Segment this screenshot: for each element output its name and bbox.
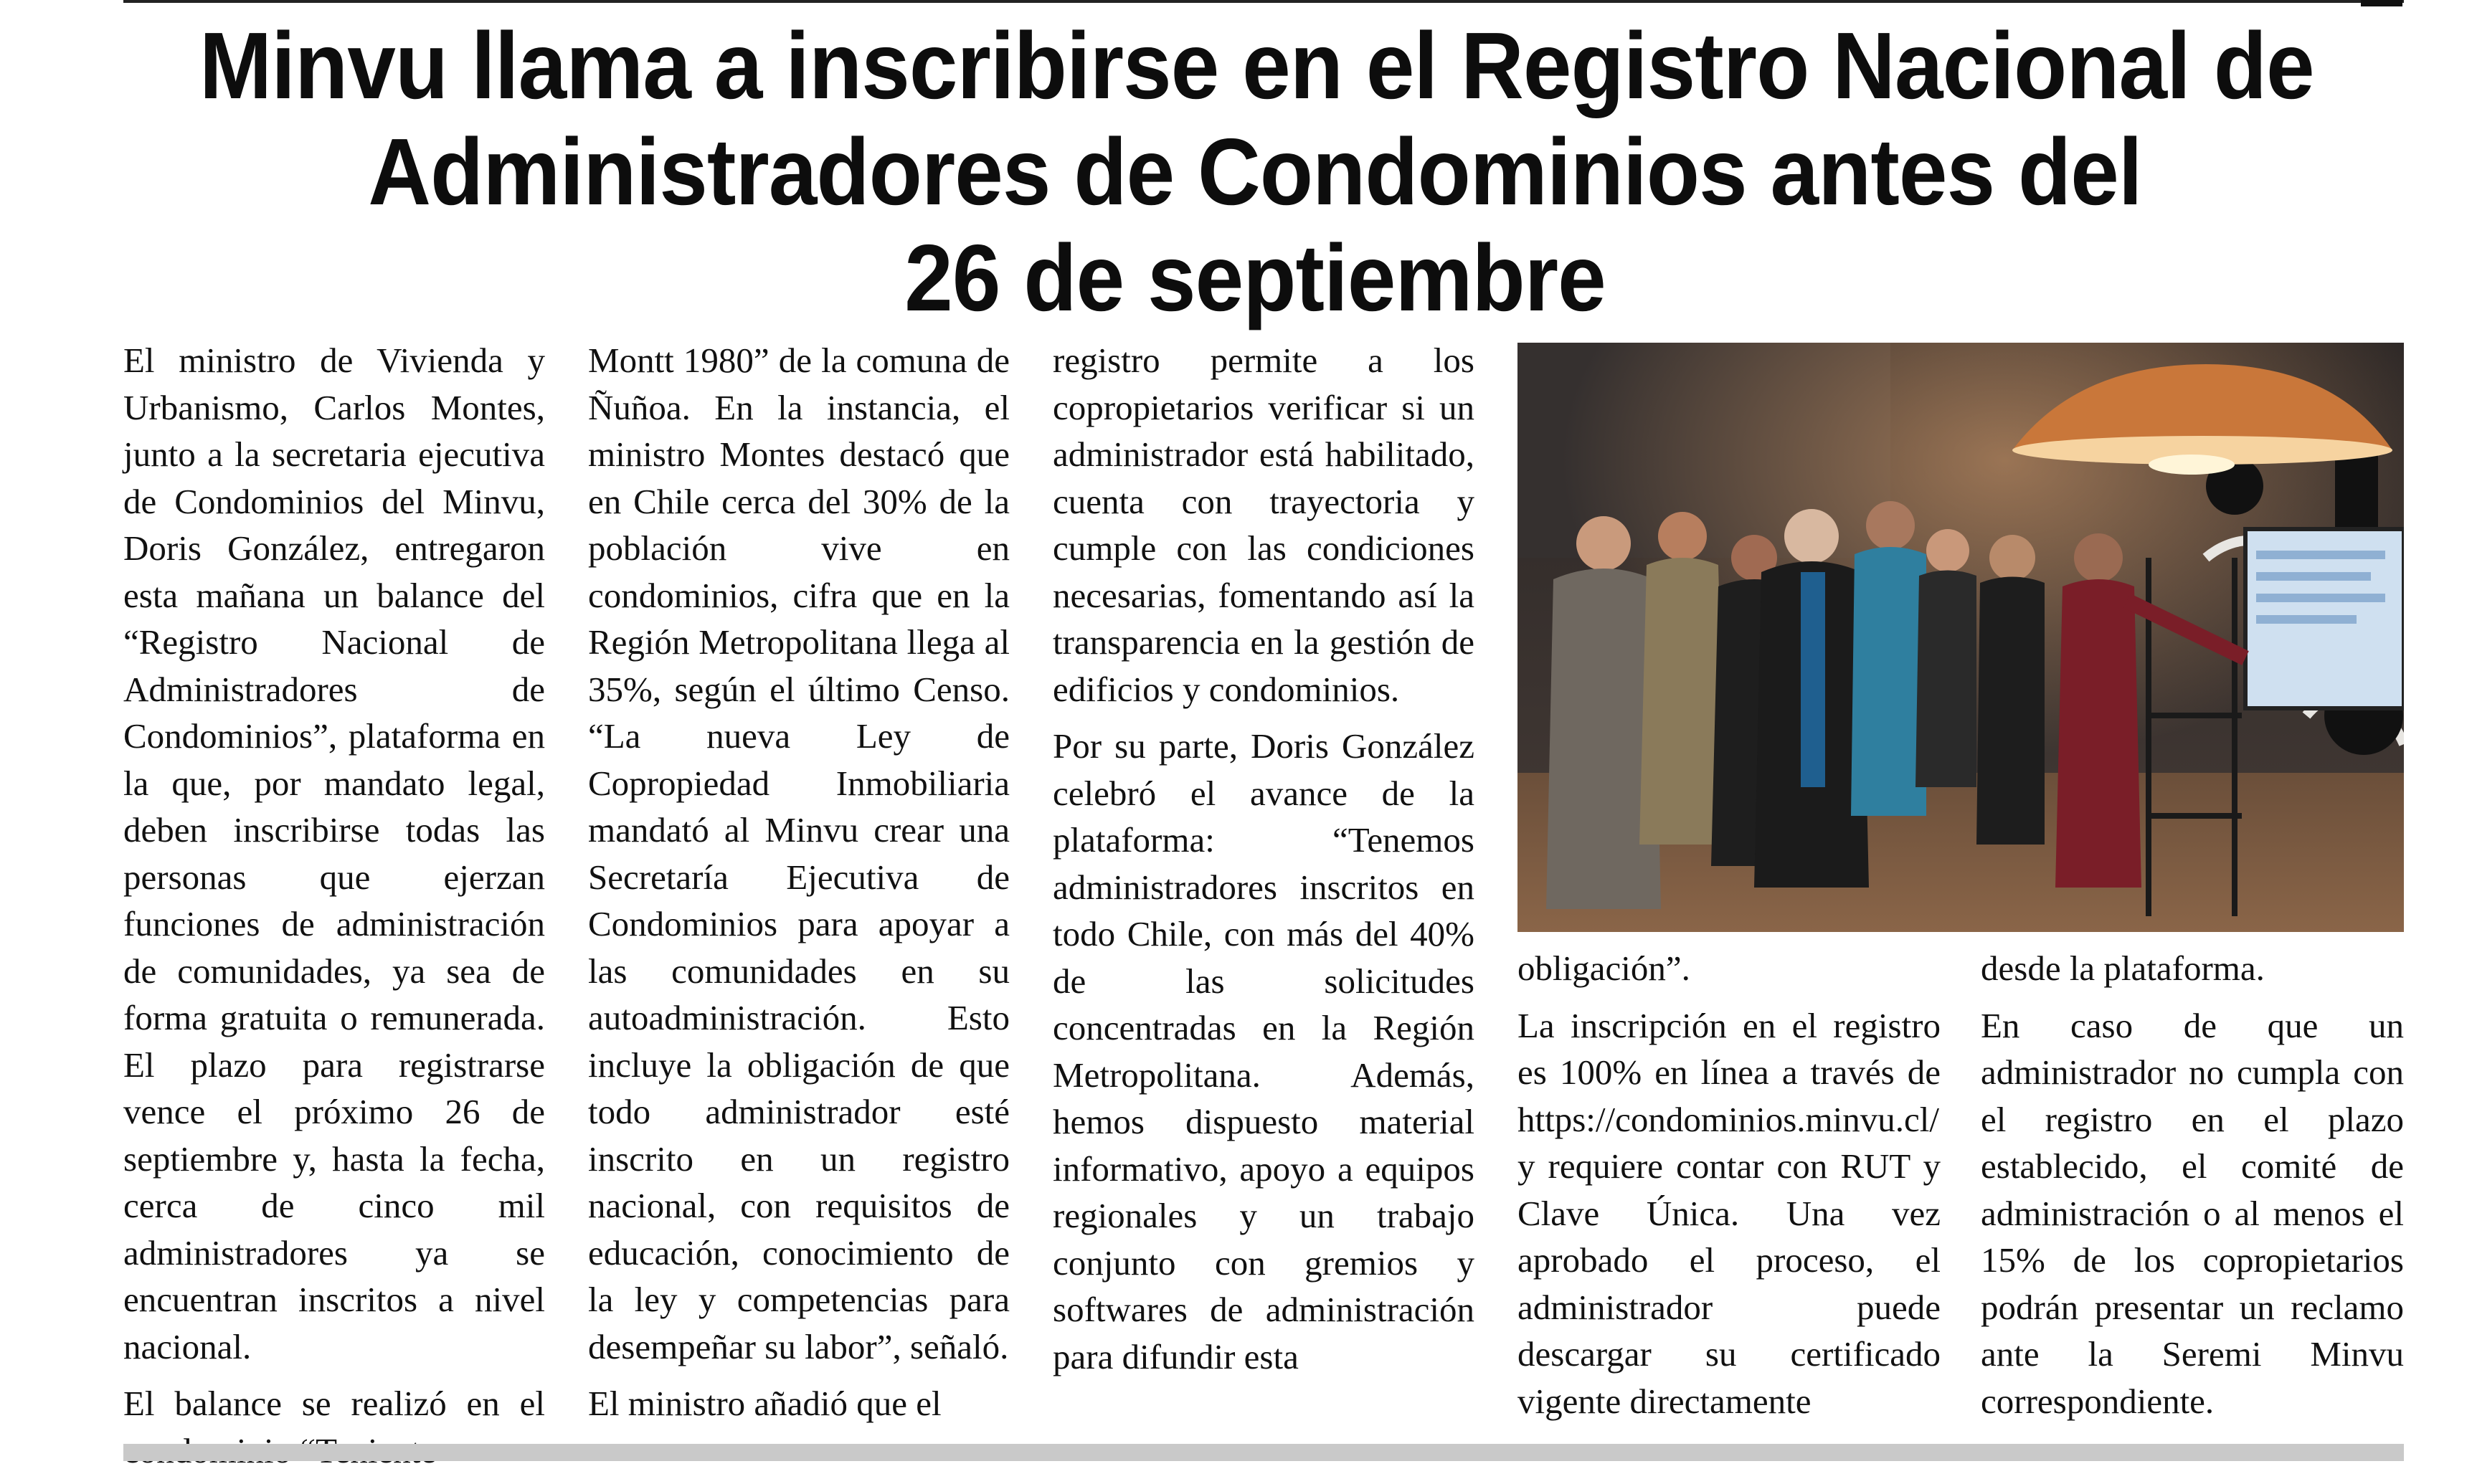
paragraph: El balance se realizó en el (123, 1384, 545, 1423)
bottom-rule (123, 1444, 2404, 1461)
article-photo (1517, 343, 2404, 932)
article-column-3 (1053, 337, 1474, 1390)
paragraph: Por su parte, Doris González celebró el avance de la plataforma: “Tenemos administradores inscritos en todo Chile, con más del 40% de las solicitudes concentradas en la Región Metropolitana. Además, hemos dispuesto material informativo, apoyo a equipos regionales y un trabajo conjunto con gremios y softwares de administración para difundir esta (1053, 726, 1474, 1376)
paragraph: obligación”. (1517, 948, 1690, 988)
paragraph: El ministro añadió que el (588, 1384, 942, 1423)
article-column-2 (588, 337, 1010, 1437)
headline-line-2: Administradores de Condominios antes del (368, 119, 2142, 224)
paragraph: En caso de que un administrador no cumpla con el registro en el plazo establecido, el comité de administración o al menos el 15% de los copropietarios podrán presentar un reclamo ante la Seremi Minvu correspondiente. (1981, 1005, 2404, 1421)
article-column-1 (123, 337, 545, 1484)
article-column-4 (1517, 945, 1941, 1435)
article-column-5 (1981, 945, 2404, 1435)
paragraph: Montt 1980” de la comuna de Ñuñoa. En la instancia, el ministro Montes destacó que en Chile cerca del 30% de la población vive en condominios, cifra que en la Región Metropolitana llega al 35%, según el último Censo. “La nueva Ley de Copropiedad Inmobiliaria mandató al Minvu crear una Secretaría Ejecutiva de Condominios para apoyar a las comunidades en su autoadministración. Esto incluye la obligación de que todo administrador esté inscrito en un registro nacional, con requisitos de educación, conocimiento de la ley y competencias para desempeñar su labor”, señaló. (588, 341, 1010, 1366)
top-rule-end (2361, 0, 2402, 6)
headline (199, 13, 2314, 331)
headline-line-1: Minvu llama a inscribirse en el Registro Nacional de (199, 13, 2314, 118)
paragraph: desde la plataforma. (1981, 948, 2265, 988)
paragraph: La inscripción en el registro es 100% en línea a través de https://condominios.minvu.cl/ y requiere contar con RUT y Clave Única. Una vez aprobado el proceso, el administrador puede descargar su certificado vigente directamente (1517, 1005, 1941, 1421)
paragraph: El ministro de Vivienda y Urbanismo, Carlos Montes, junto a la secretaria ejecutiva de Condominios del Minvu, Doris González, entregaron esta mañana un balance del “Registro Nacional de Administradores de Condominios”, plataforma en la que, por mandato legal, deben inscribirse todas las personas que ejerzan funciones de administración de comunidades, ya sea de forma gratuita o remunerada. El plazo para registrarse vence el próximo 26 de septiembre y, hasta la fecha, cerca de cinco mil administradores ya se encuentran inscritos a nivel nacional. (123, 341, 545, 1366)
headline-line-3: 26 de septiembre (904, 225, 1606, 330)
paragraph: registro permite a los copropietarios verificar si un administrador está habilitado, cuenta con trayectoria y cumple con las condiciones necesarias, fomentando así la transparencia en la gestión de edificios y condominios. (1053, 341, 1474, 709)
photo-illustration (1517, 343, 2404, 932)
top-rule (123, 0, 2404, 3)
